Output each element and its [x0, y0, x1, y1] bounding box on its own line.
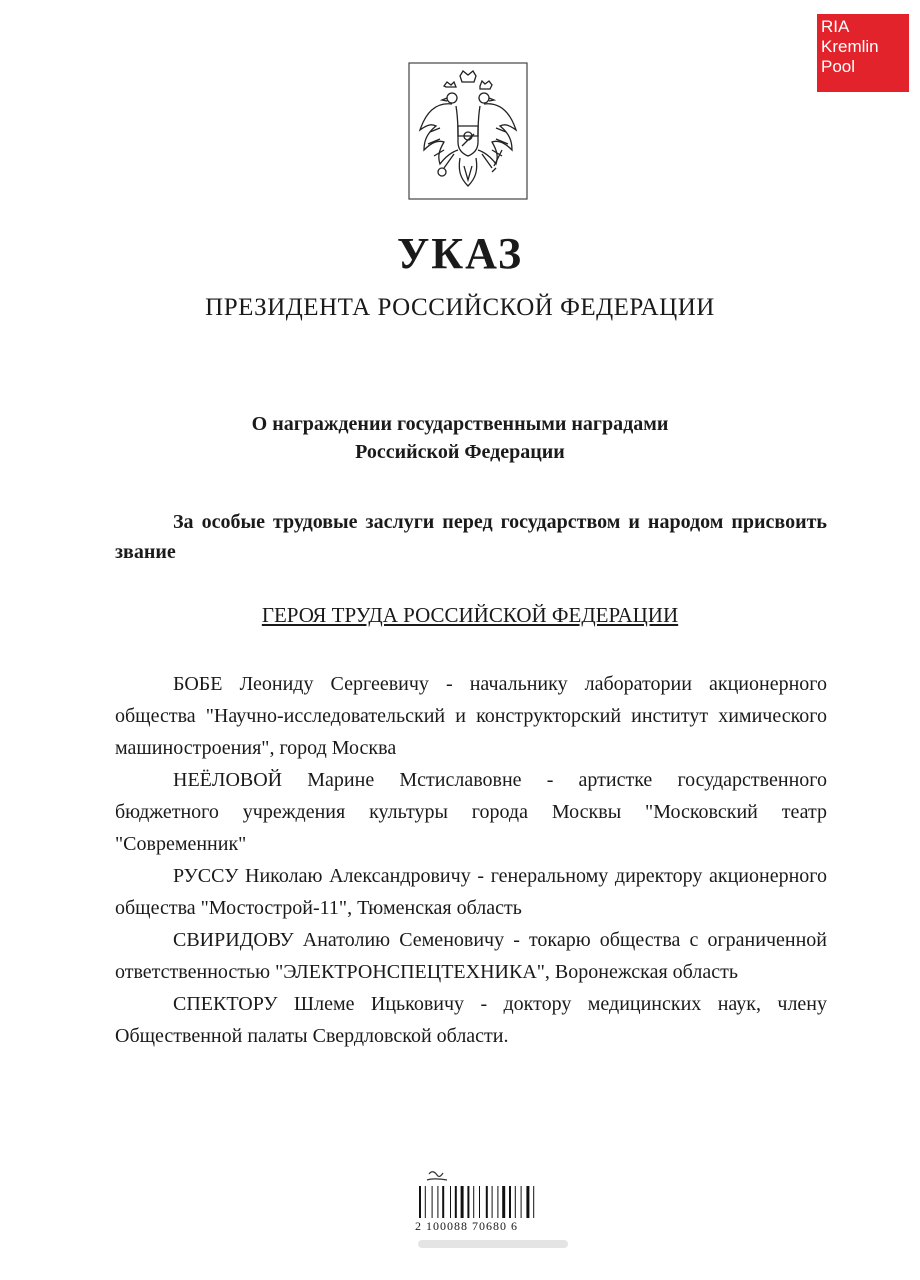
recipient-entry: БОБЕ Леониду Сергеевичу - начальнику лаборатории акционерного общества "Научно-исследовательский и конструкторский институт химического машиностроения", город Москва	[115, 673, 827, 759]
recipient-entry: СПЕКТОРУ Шлеме Ицьковичу - доктору медицинских наук, члену Общественной палаты Свердловской области.	[115, 993, 827, 1047]
decree-title: УКАЗ	[396, 229, 524, 278]
recipient-entry: РУССУ Николаю Александровичу - генеральному директору акционерного общества "Мостострой-11", Тюменская область	[115, 865, 827, 919]
watermark-line-3: Pool	[821, 57, 856, 76]
redacted-strip	[418, 1240, 568, 1248]
decree-preamble: За особые трудовые заслуги перед государством и народом присвоить звание	[115, 511, 827, 563]
subject-line-2: Российской Федерации	[355, 441, 565, 463]
watermark-line-2: Kremlin	[821, 37, 879, 56]
ria-kremlin-pool-watermark	[817, 14, 909, 92]
coat-of-arms-icon	[408, 62, 528, 200]
decree-subtitle: ПРЕЗИДЕНТА РОССИЙСКОЙ ФЕДЕРАЦИИ	[205, 294, 715, 321]
barcode-number: 2 100088 70680 6	[415, 1219, 518, 1233]
watermark-line-1: RIA	[821, 17, 850, 36]
subject-line-1: О награждении государственными наградами	[251, 413, 669, 435]
decree-subject	[0, 410, 920, 466]
recipient-entry: НЕЁЛОВОЙ Марине Мстиславовне - артистке государственного бюджетного учреждения культуры города Москвы "Московский театр "Современник"	[115, 769, 827, 855]
recipient-entry: СВИРИДОВУ Анатолию Семеновичу - токарю общества с ограниченной ответственностью "ЭЛЕКТРОНСПЕЦТЕХНИКА", Воронежская область	[115, 929, 827, 983]
recipients-list	[115, 668, 827, 1052]
award-title: ГЕРОЯ ТРУДА РОССИЙСКОЙ ФЕДЕРАЦИИ	[261, 603, 679, 627]
